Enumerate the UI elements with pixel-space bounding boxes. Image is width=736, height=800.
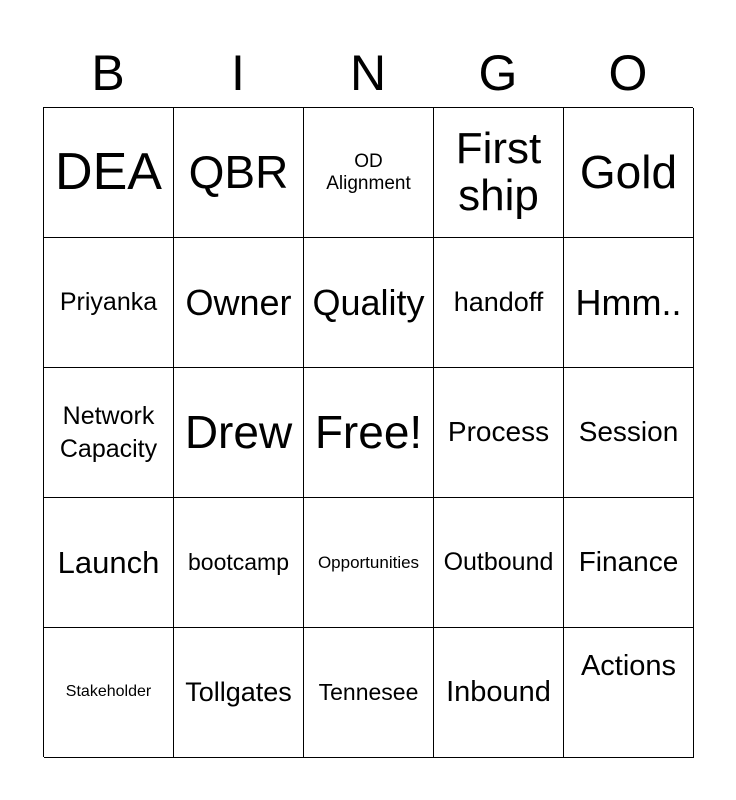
bingo-cell[interactable]: [304, 628, 434, 758]
bingo-cell[interactable]: [434, 108, 564, 238]
cell-label: Free!: [314, 406, 423, 459]
cell-label: handoff: [453, 286, 544, 317]
bingo-cell[interactable]: [434, 498, 564, 628]
bingo-cell[interactable]: [44, 628, 174, 758]
cell-label: bootcamp: [187, 549, 289, 576]
header-letter-g: G: [478, 45, 518, 101]
bingo-cell[interactable]: [44, 498, 174, 628]
cell-label: DEA: [55, 142, 162, 201]
bingo-header: [43, 38, 693, 108]
bingo-cell[interactable]: [174, 628, 304, 758]
header-letter-b: B: [91, 45, 125, 101]
cell-label: Tennesee: [318, 679, 419, 706]
cell-label: OD Alignment: [326, 150, 411, 194]
bingo-cell[interactable]: [564, 498, 694, 628]
bingo-cell[interactable]: [564, 108, 694, 238]
cell-label: Outbound: [443, 548, 554, 577]
cell-label: Stakeholder: [65, 683, 152, 701]
cell-label: Launch: [57, 544, 160, 580]
cell-label: Drew: [184, 406, 293, 459]
bingo-cell[interactable]: [564, 368, 694, 498]
cell-label: Process: [447, 416, 550, 448]
cell-label: QBR: [188, 146, 289, 199]
bingo-cell[interactable]: [434, 628, 564, 758]
cell-label: Priyanka: [59, 288, 158, 317]
bingo-cell[interactable]: [174, 368, 304, 498]
bingo-cell[interactable]: [44, 238, 174, 368]
header-letter-o: O: [608, 45, 648, 101]
bingo-cell[interactable]: [304, 108, 434, 238]
header-letter-n: N: [349, 45, 387, 101]
bingo-cell[interactable]: [564, 628, 694, 758]
cell-label: Opportunities: [317, 552, 420, 572]
bingo-cell[interactable]: [304, 368, 434, 498]
cell-label: Tollgates: [185, 676, 292, 707]
cell-label: Inbound: [446, 675, 551, 708]
bingo-cell[interactable]: [174, 498, 304, 628]
bingo-card: [43, 107, 693, 757]
cell-label: Gold: [579, 146, 678, 199]
bingo-cell[interactable]: [434, 238, 564, 368]
cell-label: Quality: [312, 281, 425, 323]
cell-label: Session: [578, 416, 679, 448]
bingo-cell[interactable]: [174, 108, 304, 238]
cell-label: First ship: [455, 124, 542, 220]
header-letter-i: I: [231, 45, 245, 101]
bingo-cell[interactable]: [304, 498, 434, 628]
bingo-cell[interactable]: [44, 368, 174, 498]
cell-label: Actions: [580, 650, 677, 682]
bingo-cell[interactable]: [174, 238, 304, 368]
bingo-cell[interactable]: [44, 108, 174, 238]
cell-label: Network Capacity: [59, 402, 158, 463]
cell-label: Finance: [578, 546, 679, 578]
cell-label: Hmm..: [575, 281, 682, 323]
bingo-cell[interactable]: [304, 238, 434, 368]
bingo-cell[interactable]: [564, 238, 694, 368]
cell-label: Owner: [185, 281, 292, 323]
bingo-cell[interactable]: [434, 368, 564, 498]
